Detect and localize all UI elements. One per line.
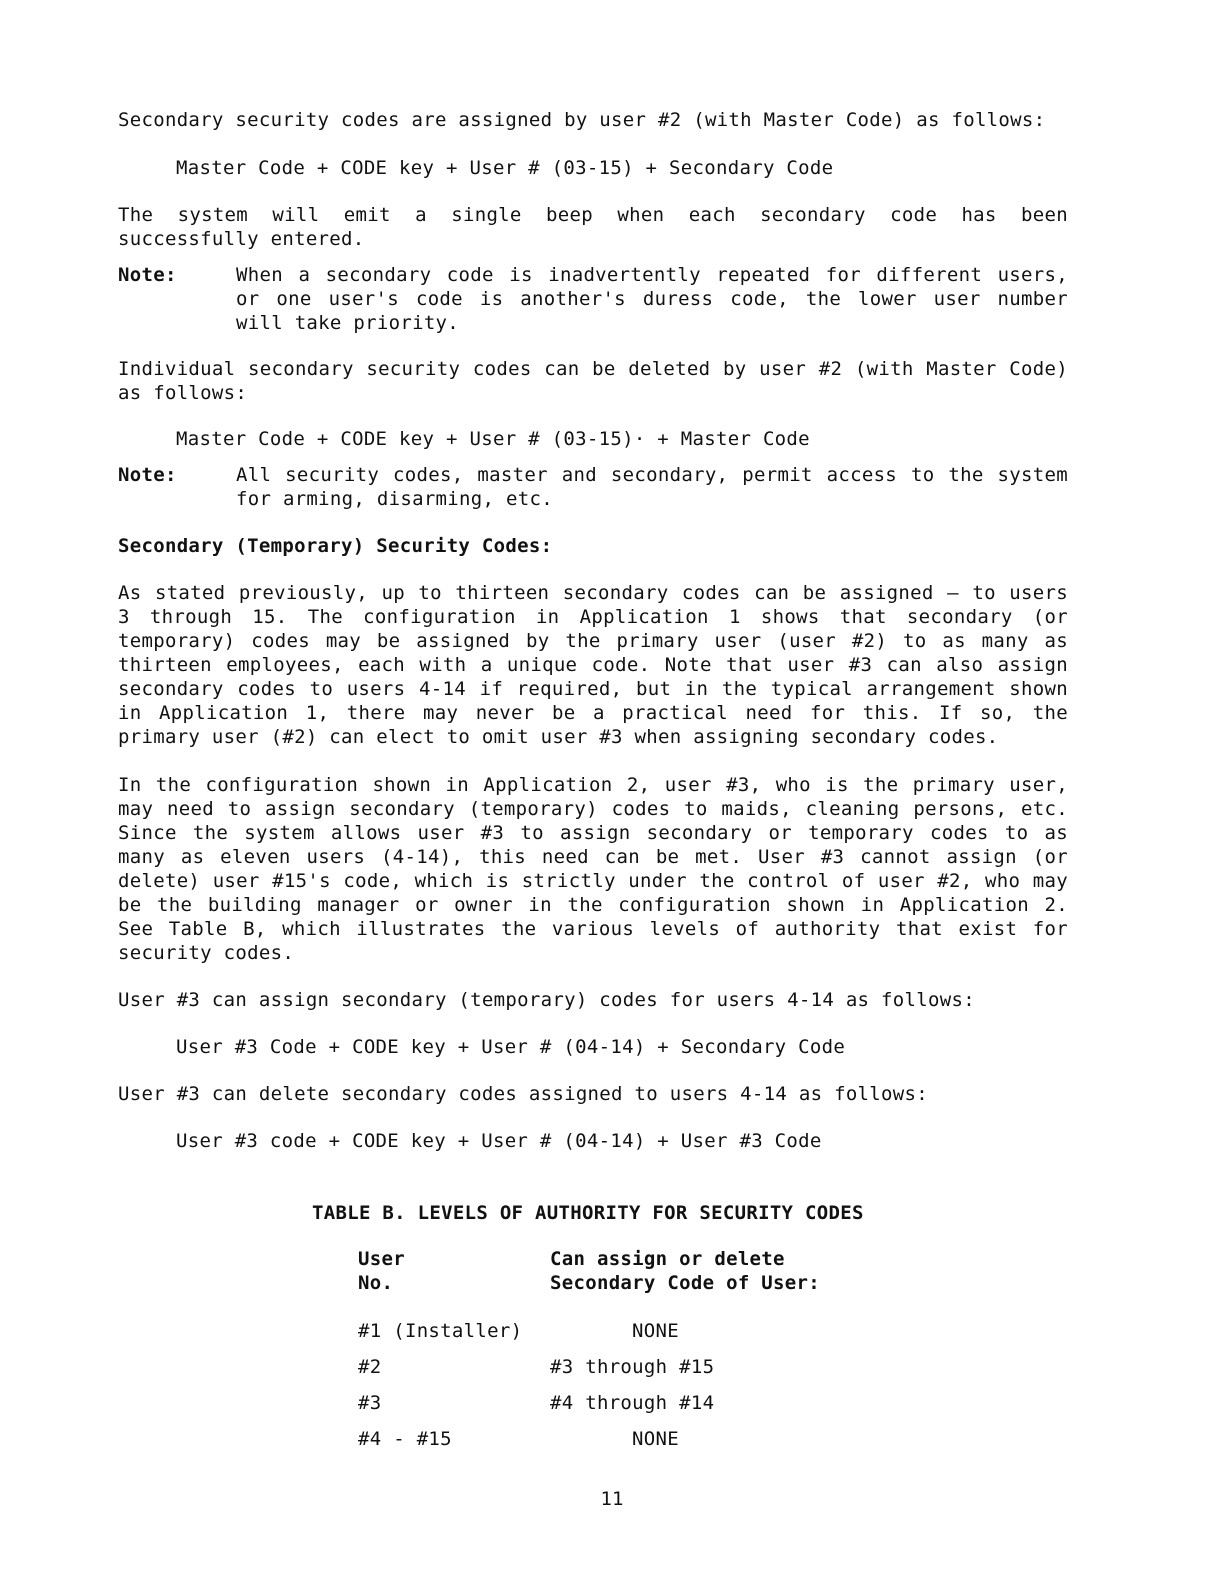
cell-can: NONE	[632, 1320, 679, 1342]
paragraph-beep: The system will emit a single beep when each secondary code has been successfully entered.	[118, 204, 1068, 250]
cell-can: NONE	[632, 1428, 679, 1450]
document-page	[118, 108, 1068, 1451]
header-text: Can assign or delete	[550, 1248, 785, 1270]
note-text: When a secondary code is inadvertently repeated for different users, or one user's code is another's duress code, the lower user number will take priority.	[236, 264, 1068, 334]
paragraph-assign-intro: Secondary security codes are assigned by user #2 (with Master Code) as follows:	[118, 109, 1046, 131]
page-number: 11	[600, 1488, 624, 1510]
note-label: Note:	[118, 264, 177, 286]
cell-user: #2	[358, 1356, 382, 1378]
table-row	[358, 1391, 1068, 1415]
cell-user: #4 - #15	[358, 1428, 452, 1450]
section-heading: Secondary (Temporary) Security Codes:	[118, 535, 553, 557]
table-row	[358, 1319, 1068, 1343]
paragraph-user3-delete: User #3 can delete secondary codes assigned to users 4-14 as follows:	[118, 1083, 928, 1105]
table-header	[358, 1247, 1068, 1295]
table-title: TABLE B. LEVELS OF AUTHORITY FOR SECURITY CODES	[312, 1202, 864, 1224]
header-text: User	[358, 1248, 405, 1270]
table-row	[358, 1427, 1068, 1451]
formula-user3-delete: User #3 code + CODE key + User # (04-14) + User #3 Code	[176, 1130, 822, 1152]
cell-can: #3 through #15	[550, 1356, 715, 1378]
note-text: All security codes, master and secondary, permit access to the system for arming, disarming, etc.	[236, 464, 1068, 510]
paragraph-application-2: In the configuration shown in Application 2, user #3, who is the primary user, may need to assign secondary (temporary) codes to maids, cleaning persons, etc. Since the system allows user #3 to assign secondary or temporary codes to as many as eleven users (4-14), this need can be met. User #3 cannot assign (or delete) user #15's code, which is strictly under the control of user #2, who may be the building manager or owner in the configuration shown in Application 2. See Table B, which illustrates the various levels of authority that exist for security codes.	[118, 774, 1068, 964]
header-text: Secondary Code of User:	[550, 1272, 820, 1294]
note-label: Note:	[118, 464, 177, 486]
paragraph-temporary-codes: As stated previously, up to thirteen secondary codes can be assigned – to users 3 through 15. The configuration in Application 1 shows that secondary (or temporary) codes may be assigned by the primary user (user #2) to as many as thirteen employees, each with a unique code. Note that user #3 can also assign secondary codes to users 4-14 if required, but in the typical arrangement shown in Application 1, there may never be a practical need for this. If so, the primary user (#2) can elect to omit user #3 when assigning secondary codes.	[118, 582, 1068, 748]
cell-user: #1 (Installer)	[358, 1320, 523, 1342]
note-access	[118, 463, 1068, 511]
formula-delete-secondary: Master Code + CODE key + User # (03-15)· + Master Code	[176, 428, 810, 450]
header-can-assign	[550, 1247, 1068, 1295]
header-text: No.	[358, 1272, 394, 1294]
formula-user3-assign: User #3 Code + CODE key + User # (04-14) + Secondary Code	[176, 1036, 846, 1058]
note-duplicate-codes	[118, 263, 1068, 335]
cell-can: #4 through #14	[550, 1392, 715, 1414]
paragraph-delete-intro: Individual secondary security codes can be deleted by user #2 (with Master Code) as follows:	[118, 358, 1068, 404]
cell-user: #3	[358, 1392, 382, 1414]
authority-table	[118, 1247, 1068, 1451]
table-row	[358, 1355, 1068, 1379]
header-user-no	[358, 1247, 550, 1295]
paragraph-user3-assign: User #3 can assign secondary (temporary) codes for users 4-14 as follows:	[118, 989, 975, 1011]
formula-assign-secondary: Master Code + CODE key + User # (03-15) + Secondary Code	[176, 157, 834, 179]
